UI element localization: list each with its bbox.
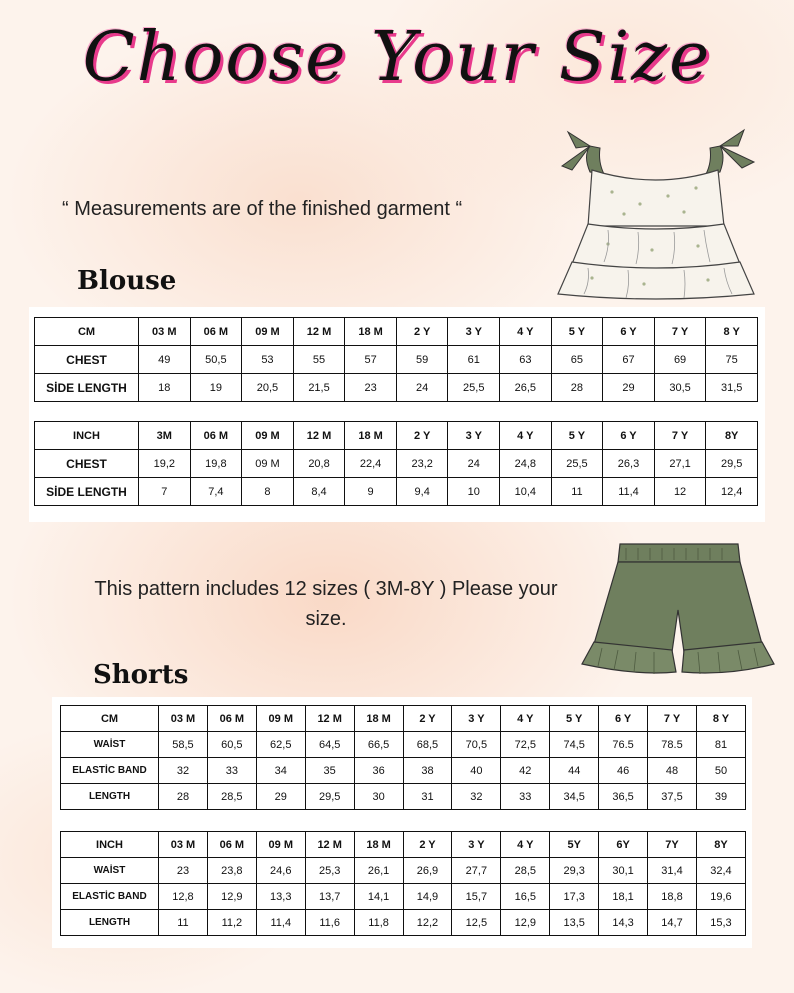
measurement-value-cell: 70,5 [452,732,501,758]
size-header-cell: 8 Y [706,318,758,346]
measurement-value-cell: 78.5 [648,732,697,758]
size-header-cell: 12 M [293,318,345,346]
size-header-cell: 18 M [354,706,403,732]
measurement-value-cell: 10 [448,478,500,506]
measurement-value-cell: 18 [139,374,191,402]
size-header-cell: 2 Y [403,832,452,858]
measurement-value-cell: 62,5 [256,732,305,758]
measurement-value-cell: 42 [501,758,550,784]
measurement-value-cell: 13,3 [256,884,305,910]
measurement-value-cell: 49 [139,346,191,374]
table-header-row [35,318,758,346]
size-header-cell: 12 M [305,706,354,732]
size-header-cell: 18 M [354,832,403,858]
unit-header-cell: INCH [35,422,139,450]
table-row [61,858,746,884]
measurement-value-cell: 58,5 [159,732,208,758]
blouse-heading: Blouse [77,266,177,296]
measurement-value-cell: 29,5 [706,450,758,478]
measurement-value-cell: 30 [354,784,403,810]
page-title: Choose Your Size [82,18,712,97]
measurement-value-cell: 38 [403,758,452,784]
measurement-value-cell: 65 [551,346,603,374]
size-header-cell: 03 M [159,706,208,732]
measurement-value-cell: 40 [452,758,501,784]
size-header-cell: 09 M [256,706,305,732]
measurement-value-cell: 27,1 [654,450,706,478]
measurement-value-cell: 69 [654,346,706,374]
measurement-value-cell: 32 [159,758,208,784]
measurement-value-cell: 23 [159,858,208,884]
size-header-cell: 2 Y [396,422,448,450]
measurement-value-cell: 33 [207,758,256,784]
measurement-value-cell: 18,8 [648,884,697,910]
measurement-value-cell: 34 [256,758,305,784]
measurement-value-cell: 36 [354,758,403,784]
measurement-value-cell: 11 [551,478,603,506]
size-header-cell: 2 Y [396,318,448,346]
measurement-value-cell: 28 [159,784,208,810]
size-header-cell: 7 Y [654,318,706,346]
measurement-value-cell: 23,8 [207,858,256,884]
measurement-value-cell: 19 [190,374,242,402]
measurement-value-cell: 31,4 [648,858,697,884]
size-header-cell: 06 M [207,832,256,858]
measurement-value-cell: 26,3 [603,450,655,478]
size-header-cell: 7Y [648,832,697,858]
measurement-value-cell: 7 [139,478,191,506]
blouse-inch-table [34,421,758,506]
measurement-value-cell: 37,5 [648,784,697,810]
size-header-cell: 6 Y [603,422,655,450]
size-header-cell: 8 Y [696,706,745,732]
measurement-value-cell: 55 [293,346,345,374]
measurement-value-cell: 11 [159,910,208,936]
measurement-label-cell: LENGTH [61,784,159,810]
measurement-value-cell: 09 M [242,450,294,478]
size-header-cell: 03 M [139,318,191,346]
measurement-value-cell: 16,5 [501,884,550,910]
measurement-value-cell: 21,5 [293,374,345,402]
measurement-value-cell: 11,4 [256,910,305,936]
table-header-row [61,706,746,732]
size-header-cell: 8Y [696,832,745,858]
measurement-value-cell: 13,7 [305,884,354,910]
measurement-value-cell: 29,3 [550,858,599,884]
table-row [35,346,758,374]
measurement-value-cell: 28 [551,374,603,402]
size-header-cell: 4 Y [500,318,552,346]
measurement-label-cell: CHEST [35,346,139,374]
measurement-value-cell: 50 [696,758,745,784]
size-header-cell: 6Y [599,832,648,858]
measurement-value-cell: 48 [648,758,697,784]
measurement-label-cell: WAİST [61,732,159,758]
measurement-value-cell: 9,4 [396,478,448,506]
size-header-cell: 3 Y [452,706,501,732]
measurement-value-cell: 60,5 [207,732,256,758]
measurement-value-cell: 25,5 [448,374,500,402]
shorts-size-panel [52,697,752,948]
size-header-cell: 12 M [305,832,354,858]
measurement-value-cell: 50,5 [190,346,242,374]
measurement-value-cell: 14,7 [648,910,697,936]
measurement-value-cell: 18,1 [599,884,648,910]
measurement-value-cell: 53 [242,346,294,374]
size-header-cell: 09 M [242,318,294,346]
measurement-value-cell: 64,5 [305,732,354,758]
size-header-cell: 06 M [190,318,242,346]
unit-header-cell: INCH [61,832,159,858]
table-row [61,758,746,784]
measurement-value-cell: 28,5 [501,858,550,884]
measurement-value-cell: 12 [654,478,706,506]
table-row [35,374,758,402]
table-row [35,478,758,506]
shorts-illustration [578,540,778,680]
measurement-label-cell: ELASTİC BAND [61,758,159,784]
measurement-value-cell: 32 [452,784,501,810]
measurement-value-cell: 10,4 [500,478,552,506]
measurement-value-cell: 57 [345,346,397,374]
measurement-value-cell: 9 [345,478,397,506]
size-header-cell: 5 Y [550,706,599,732]
table-row [61,732,746,758]
measurement-value-cell: 19,6 [696,884,745,910]
shorts-inch-table [60,831,746,936]
measurement-value-cell: 66,5 [354,732,403,758]
size-header-cell: 03 M [159,832,208,858]
size-header-cell: 12 M [293,422,345,450]
measurement-value-cell: 15,3 [696,910,745,936]
size-header-cell: 4 Y [500,422,552,450]
measurement-value-cell: 59 [396,346,448,374]
size-header-cell: 4 Y [501,706,550,732]
blouse-cm-table [34,317,758,402]
size-header-cell: 5Y [550,832,599,858]
measurement-value-cell: 20,8 [293,450,345,478]
measurement-value-cell: 74,5 [550,732,599,758]
measurement-value-cell: 29 [603,374,655,402]
size-header-cell: 6 Y [603,318,655,346]
size-header-cell: 7 Y [654,422,706,450]
size-header-cell: 5 Y [551,422,603,450]
measurement-label-cell: SİDE LENGTH [35,478,139,506]
measurement-value-cell: 14,1 [354,884,403,910]
measurement-value-cell: 63 [500,346,552,374]
measurement-value-cell: 29,5 [305,784,354,810]
size-header-cell: 3 Y [452,832,501,858]
measurement-value-cell: 24,6 [256,858,305,884]
measurement-label-cell: CHEST [35,450,139,478]
size-header-cell: 06 M [190,422,242,450]
measurement-value-cell: 8,4 [293,478,345,506]
measurement-label-cell: SİDE LENGTH [35,374,139,402]
table-row [61,884,746,910]
measurement-value-cell: 23 [345,374,397,402]
measurement-label-cell: WAİST [61,858,159,884]
size-header-cell: 3 Y [448,422,500,450]
measurement-value-cell: 28,5 [207,784,256,810]
measurement-value-cell: 24 [448,450,500,478]
measurement-value-cell: 11,2 [207,910,256,936]
measurement-value-cell: 7,4 [190,478,242,506]
size-header-cell: 18 M [345,318,397,346]
size-info-text: This pattern includes 12 sizes ( 3M-8Y ) Please your size. [94,578,558,630]
measurement-value-cell: 76.5 [599,732,648,758]
measurement-value-cell: 11,6 [305,910,354,936]
measurement-value-cell: 8 [242,478,294,506]
measurement-label-cell: LENGTH [61,910,159,936]
measurement-value-cell: 17,3 [550,884,599,910]
measurement-value-cell: 26,5 [500,374,552,402]
shorts-heading: Shorts [93,660,189,690]
measurement-value-cell: 25,5 [551,450,603,478]
size-header-cell: 5 Y [551,318,603,346]
unit-header-cell: CM [61,706,159,732]
measurement-value-cell: 20,5 [242,374,294,402]
size-header-cell: 6 Y [599,706,648,732]
measurement-value-cell: 26,1 [354,858,403,884]
measurement-value-cell: 12,4 [706,478,758,506]
measurement-value-cell: 26,9 [403,858,452,884]
measurement-value-cell: 12,9 [501,910,550,936]
size-header-cell: 2 Y [403,706,452,732]
measurement-value-cell: 44 [550,758,599,784]
size-header-cell: 4 Y [501,832,550,858]
measurement-value-cell: 12,2 [403,910,452,936]
measurement-value-cell: 31 [403,784,452,810]
measurement-label-cell: ELASTİC BAND [61,884,159,910]
measurement-value-cell: 12,8 [159,884,208,910]
table-row [61,910,746,936]
size-header-cell: 3M [139,422,191,450]
size-header-cell: 3 Y [448,318,500,346]
size-header-cell: 18 M [345,422,397,450]
measurement-value-cell: 19,8 [190,450,242,478]
measurement-value-cell: 22,4 [345,450,397,478]
measurement-value-cell: 24,8 [500,450,552,478]
measurement-value-cell: 75 [706,346,758,374]
measurement-value-cell: 35 [305,758,354,784]
unit-header-cell: CM [35,318,139,346]
measurement-value-cell: 12,9 [207,884,256,910]
measurement-value-cell: 72,5 [501,732,550,758]
size-header-cell: 7 Y [648,706,697,732]
measurement-value-cell: 12,5 [452,910,501,936]
measurement-value-cell: 30,5 [654,374,706,402]
measurement-value-cell: 39 [696,784,745,810]
table-row [35,450,758,478]
measurement-value-cell: 31,5 [706,374,758,402]
table-header-row [35,422,758,450]
measurement-value-cell: 19,2 [139,450,191,478]
measurement-value-cell: 11,4 [603,478,655,506]
measurement-value-cell: 25,3 [305,858,354,884]
measurement-value-cell: 15,7 [452,884,501,910]
table-row [61,784,746,810]
measurement-value-cell: 23,2 [396,450,448,478]
measurement-note: “ Measurements are of the finished garment “ [62,198,463,220]
measurement-value-cell: 34,5 [550,784,599,810]
measurement-value-cell: 24 [396,374,448,402]
measurement-value-cell: 32,4 [696,858,745,884]
measurement-value-cell: 36,5 [599,784,648,810]
measurement-value-cell: 29 [256,784,305,810]
size-header-cell: 8Y [706,422,758,450]
measurement-value-cell: 81 [696,732,745,758]
measurement-value-cell: 61 [448,346,500,374]
size-header-cell: 09 M [242,422,294,450]
measurement-value-cell: 27,7 [452,858,501,884]
shorts-cm-table [60,705,746,810]
measurement-value-cell: 14,3 [599,910,648,936]
size-header-cell: 06 M [207,706,256,732]
measurement-value-cell: 13,5 [550,910,599,936]
measurement-value-cell: 67 [603,346,655,374]
measurement-value-cell: 14,9 [403,884,452,910]
measurement-value-cell: 33 [501,784,550,810]
measurement-value-cell: 30,1 [599,858,648,884]
table-header-row [61,832,746,858]
measurement-value-cell: 68,5 [403,732,452,758]
blouse-illustration [548,126,768,302]
measurement-value-cell: 46 [599,758,648,784]
size-header-cell: 09 M [256,832,305,858]
measurement-value-cell: 11,8 [354,910,403,936]
blouse-size-panel [29,307,765,522]
